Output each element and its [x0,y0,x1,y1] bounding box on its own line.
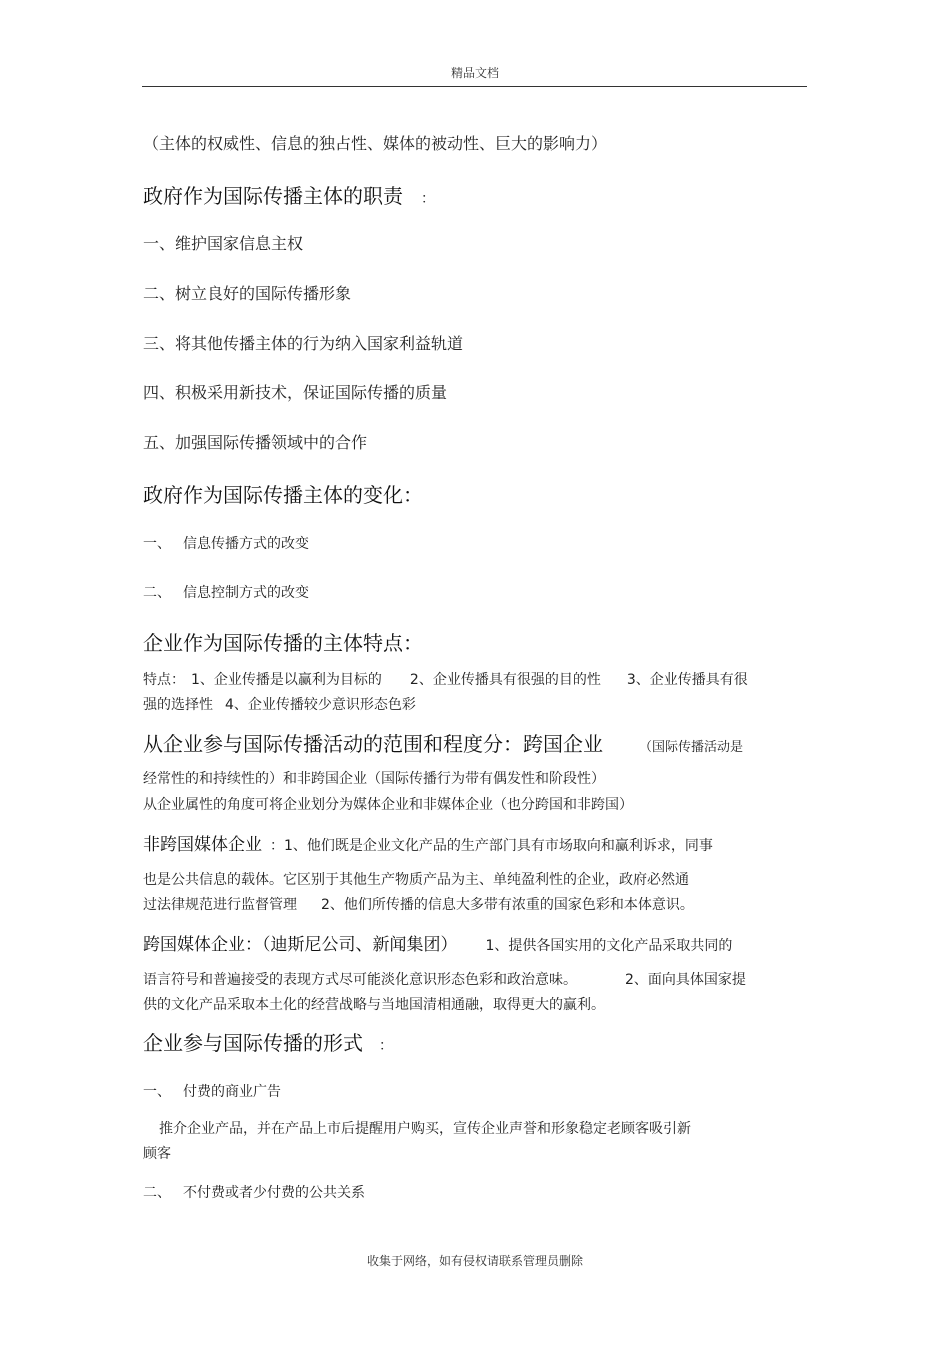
feature-line-2 [143,694,416,714]
change-item-2-number: 二、 [143,585,171,601]
non-mnc-heading: 非跨国媒体企业 [143,835,262,855]
form-item-1-desc-1: 推介企业产品，并在产品上市后提醒用户购买，宣传企业声誉和形象稳定老顾客吸引新 [159,1121,691,1137]
form-item-2-text: 不付费或者少付费的公共关系 [183,1185,365,1201]
mnc-text-2 [143,969,746,989]
feature-line-1 [143,669,748,689]
gov-duty-heading-text: 政府作为国际传播主体的职责 [143,184,403,208]
feature-2: 2、企业传播具有很强的目的性 [409,672,601,688]
non-mnc-text-3 [143,894,694,914]
non-mnc-heading-line [143,830,713,855]
change-item-1-text: 信息传播方式的改变 [183,536,309,552]
mnc-heading-line [143,930,732,955]
header-divider [142,86,807,87]
form-item-1-text: 付费的商业广告 [183,1084,281,1100]
form-item-2-number: 二、 [143,1185,171,1201]
form-item-2 [143,1182,365,1202]
intro-line: （主体的权威性、信息的独占性、媒体的被动性、巨大的影响力） [143,134,608,153]
scope-line-3: 从企业属性的角度可将企业划分为媒体企业和非媒体企业（也分跨国和非跨国） [143,797,633,813]
duty-item-3: 三、将其他传播主体的行为纳入国家利益轨道 [143,334,464,353]
feature-1: 1、企业传播是以赢利为目标的 [191,672,382,688]
mnc-text-2b: 2、面向具体国家提 [625,972,746,988]
scope-heading-paren: （国际传播活动是 [639,740,744,755]
feature-4: 4、企业传播较少意识形态色彩 [225,697,416,713]
form-heading-line [143,1027,393,1056]
scope-heading: 从企业参与国际传播活动的范围和程度分：跨国企业 [143,732,603,756]
change-item-2 [143,582,309,602]
scope-heading-line [143,728,743,757]
page-header-title: 精品文档 [450,66,499,80]
form-heading-colon: ： [379,1038,393,1054]
mnc-text-2a: 语言符号和普遍接受的表现方式尽可能淡化意识形态色彩和政治意味。 [143,972,577,988]
form-heading: 企业参与国际传播的形式 [143,1031,363,1055]
change-item-1-number: 一、 [143,536,171,552]
feature-3: 3、企业传播具有很 [626,672,748,688]
form-item-1-number: 一、 [143,1084,171,1100]
change-item-1 [143,533,309,553]
duty-item-5: 五、加强国际传播领域中的合作 [143,433,368,452]
mnc-text-3: 供的文化产品采取本土化的经营战略与当地国清相通融，取得更大的赢利。 [143,997,605,1013]
gov-change-heading: 政府作为国际传播主体的变化： [143,483,423,507]
non-mnc-text-2: 也是公共信息的载体。它区别于其他生产物质产品为主、单纯盈利性的企业，政府必然通 [143,872,689,888]
mnc-text-1: 1、提供各国实用的文化产品采取共同的 [485,938,733,954]
duty-item-4: 四、积极采用新技术，保证国际传播的质量 [143,383,448,402]
gov-duty-heading [143,180,435,209]
scope-line-2: 经常性的和持续性的）和非跨国企业（国际传播行为带有偶发性和阶段性） [143,771,605,787]
non-mnc-text-1: 1、他们既是企业文化产品的生产部门具有市场取向和赢利诉求，同事 [284,838,713,854]
enterprise-feature-heading: 企业作为国际传播的主体特点： [143,631,423,655]
feature-3-cont: 强的选择性 [143,697,213,713]
non-mnc-colon: ： [270,838,284,854]
duty-item-1: 一、维护国家信息主权 [143,234,304,253]
form-item-1-desc-2: 顾客 [143,1146,171,1162]
change-item-2-text: 信息控制方式的改变 [183,585,309,601]
non-mnc-text-3a: 过法律规范进行监督管理 [143,897,297,913]
non-mnc-text-3b: 2、他们所传播的信息大多带有浓重的国家色彩和本体意识。 [321,897,694,913]
mnc-heading: 跨国媒体企业：（迪斯尼公司、新闻集团） [143,935,458,955]
form-item-1 [143,1081,281,1101]
gov-duty-heading-colon: ： [421,191,435,207]
page-footer-text: 收集于网络，如有侵权请联系管理员删除 [366,1254,583,1268]
feature-label: 特点： [143,672,185,688]
duty-item-2: 二、树立良好的国际传播形象 [143,284,352,303]
